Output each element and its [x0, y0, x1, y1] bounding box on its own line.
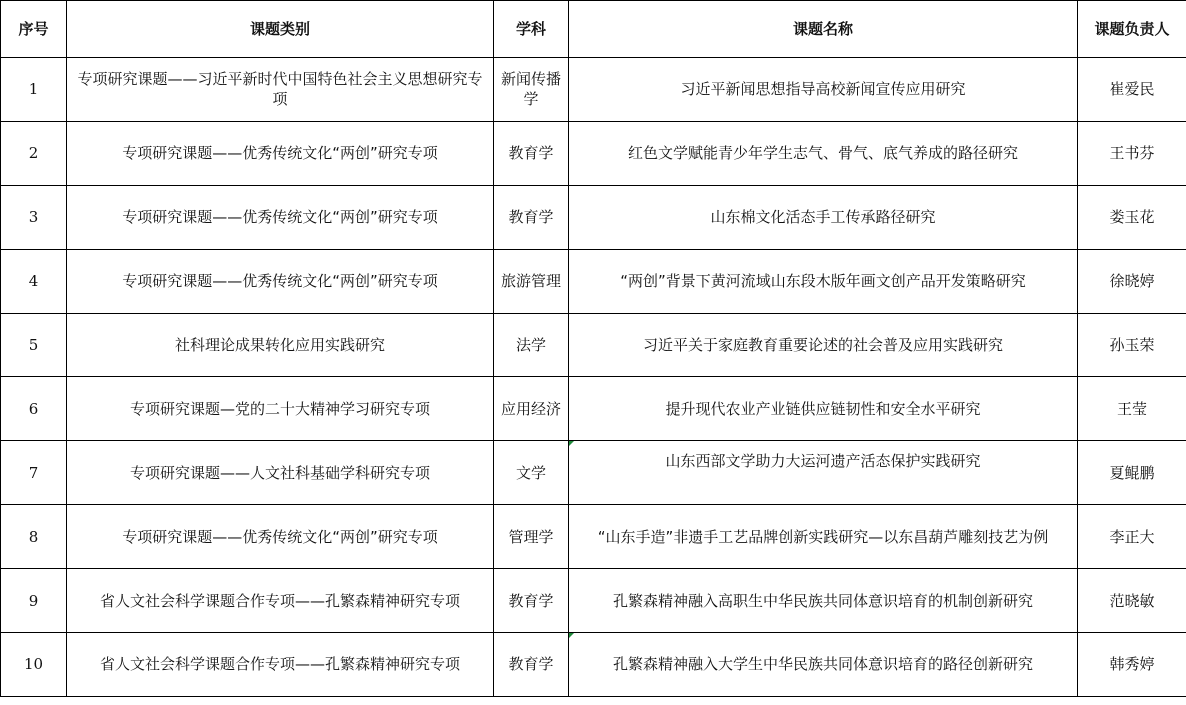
cell-category: 专项研究课题——习近平新时代中国特色社会主义思想研究专项	[67, 58, 494, 122]
cell-category: 专项研究课题——优秀传统文化“两创”研究专项	[67, 505, 494, 569]
cell-title: 提升现代农业产业链供应链韧性和安全水平研究	[569, 377, 1078, 441]
cell-seq: 1	[1, 58, 67, 122]
table-row	[1, 121, 1186, 185]
cell-discipline: 教育学	[494, 633, 569, 697]
cell-title: 孔繁森精神融入大学生中华民族共同体意识培育的路径创新研究	[569, 633, 1078, 697]
cell-discipline: 教育学	[494, 185, 569, 249]
cell-seq: 8	[1, 505, 67, 569]
cell-seq: 10	[1, 633, 67, 697]
table-row	[1, 569, 1186, 633]
cell-seq: 9	[1, 569, 67, 633]
cell-leader: 夏鲲鹏	[1078, 441, 1186, 505]
cell-discipline: 教育学	[494, 121, 569, 185]
cell-title: “两创”背景下黄河流域山东段木版年画文创产品开发策略研究	[569, 249, 1078, 313]
cell-category: 专项研究课题——优秀传统文化“两创”研究专项	[67, 121, 494, 185]
cell-leader: 娄玉花	[1078, 185, 1186, 249]
cell-category: 省人文社会科学课题合作专项——孔繁森精神研究专项	[67, 633, 494, 697]
cell-category: 专项研究课题——人文社科基础学科研究专项	[67, 441, 494, 505]
header-category: 课题类别	[67, 1, 494, 58]
table-row	[1, 441, 1186, 505]
cell-discipline: 新闻传播学	[494, 58, 569, 122]
cell-title: 山东棉文化活态手工传承路径研究	[569, 185, 1078, 249]
cell-category: 专项研究课题——优秀传统文化“两创”研究专项	[67, 249, 494, 313]
cell-discipline: 文学	[494, 441, 569, 505]
cell-leader: 韩秀婷	[1078, 633, 1186, 697]
cell-discipline: 管理学	[494, 505, 569, 569]
cell-leader: 崔爱民	[1078, 58, 1186, 122]
cell-discipline: 教育学	[494, 569, 569, 633]
cell-seq: 7	[1, 441, 67, 505]
table-row	[1, 185, 1186, 249]
cell-discipline: 旅游管理	[494, 249, 569, 313]
table-row	[1, 633, 1186, 697]
header-leader: 课题负责人	[1078, 1, 1186, 58]
cell-title: 孔繁森精神融入高职生中华民族共同体意识培育的机制创新研究	[569, 569, 1078, 633]
cell-discipline: 法学	[494, 313, 569, 377]
cell-leader: 王莹	[1078, 377, 1186, 441]
cell-title: 山东西部文学助力大运河遗产活态保护实践研究	[569, 441, 1078, 505]
table-row	[1, 249, 1186, 313]
cell-seq: 6	[1, 377, 67, 441]
cell-leader: 李正大	[1078, 505, 1186, 569]
header-seq: 序号	[1, 1, 67, 58]
cell-category: 专项研究课题—党的二十大精神学习研究专项	[67, 377, 494, 441]
cell-seq: 2	[1, 121, 67, 185]
cell-title: 习近平关于家庭教育重要论述的社会普及应用实践研究	[569, 313, 1078, 377]
cell-category: 专项研究课题——优秀传统文化“两创”研究专项	[67, 185, 494, 249]
cell-leader: 孙玉荣	[1078, 313, 1186, 377]
cell-seq: 4	[1, 249, 67, 313]
table-row	[1, 377, 1186, 441]
cell-title: “山东手造”非遗手工艺品牌创新实践研究—以东昌葫芦雕刻技艺为例	[569, 505, 1078, 569]
cell-category: 省人文社会科学课题合作专项——孔繁森精神研究专项	[67, 569, 494, 633]
header-row	[1, 1, 1186, 58]
cell-title: 习近平新闻思想指导高校新闻宣传应用研究	[569, 58, 1078, 122]
cell-leader: 王书芬	[1078, 121, 1186, 185]
header-title: 课题名称	[569, 1, 1078, 58]
table-row	[1, 313, 1186, 377]
header-discipline: 学科	[494, 1, 569, 58]
cell-leader: 范晓敏	[1078, 569, 1186, 633]
cell-seq: 3	[1, 185, 67, 249]
cell-title: 红色文学赋能青少年学生志气、骨气、底气养成的路径研究	[569, 121, 1078, 185]
cell-leader: 徐晓婷	[1078, 249, 1186, 313]
cell-discipline: 应用经济	[494, 377, 569, 441]
table-row	[1, 505, 1186, 569]
cell-category: 社科理论成果转化应用实践研究	[67, 313, 494, 377]
table-row	[1, 58, 1186, 122]
cell-seq: 5	[1, 313, 67, 377]
